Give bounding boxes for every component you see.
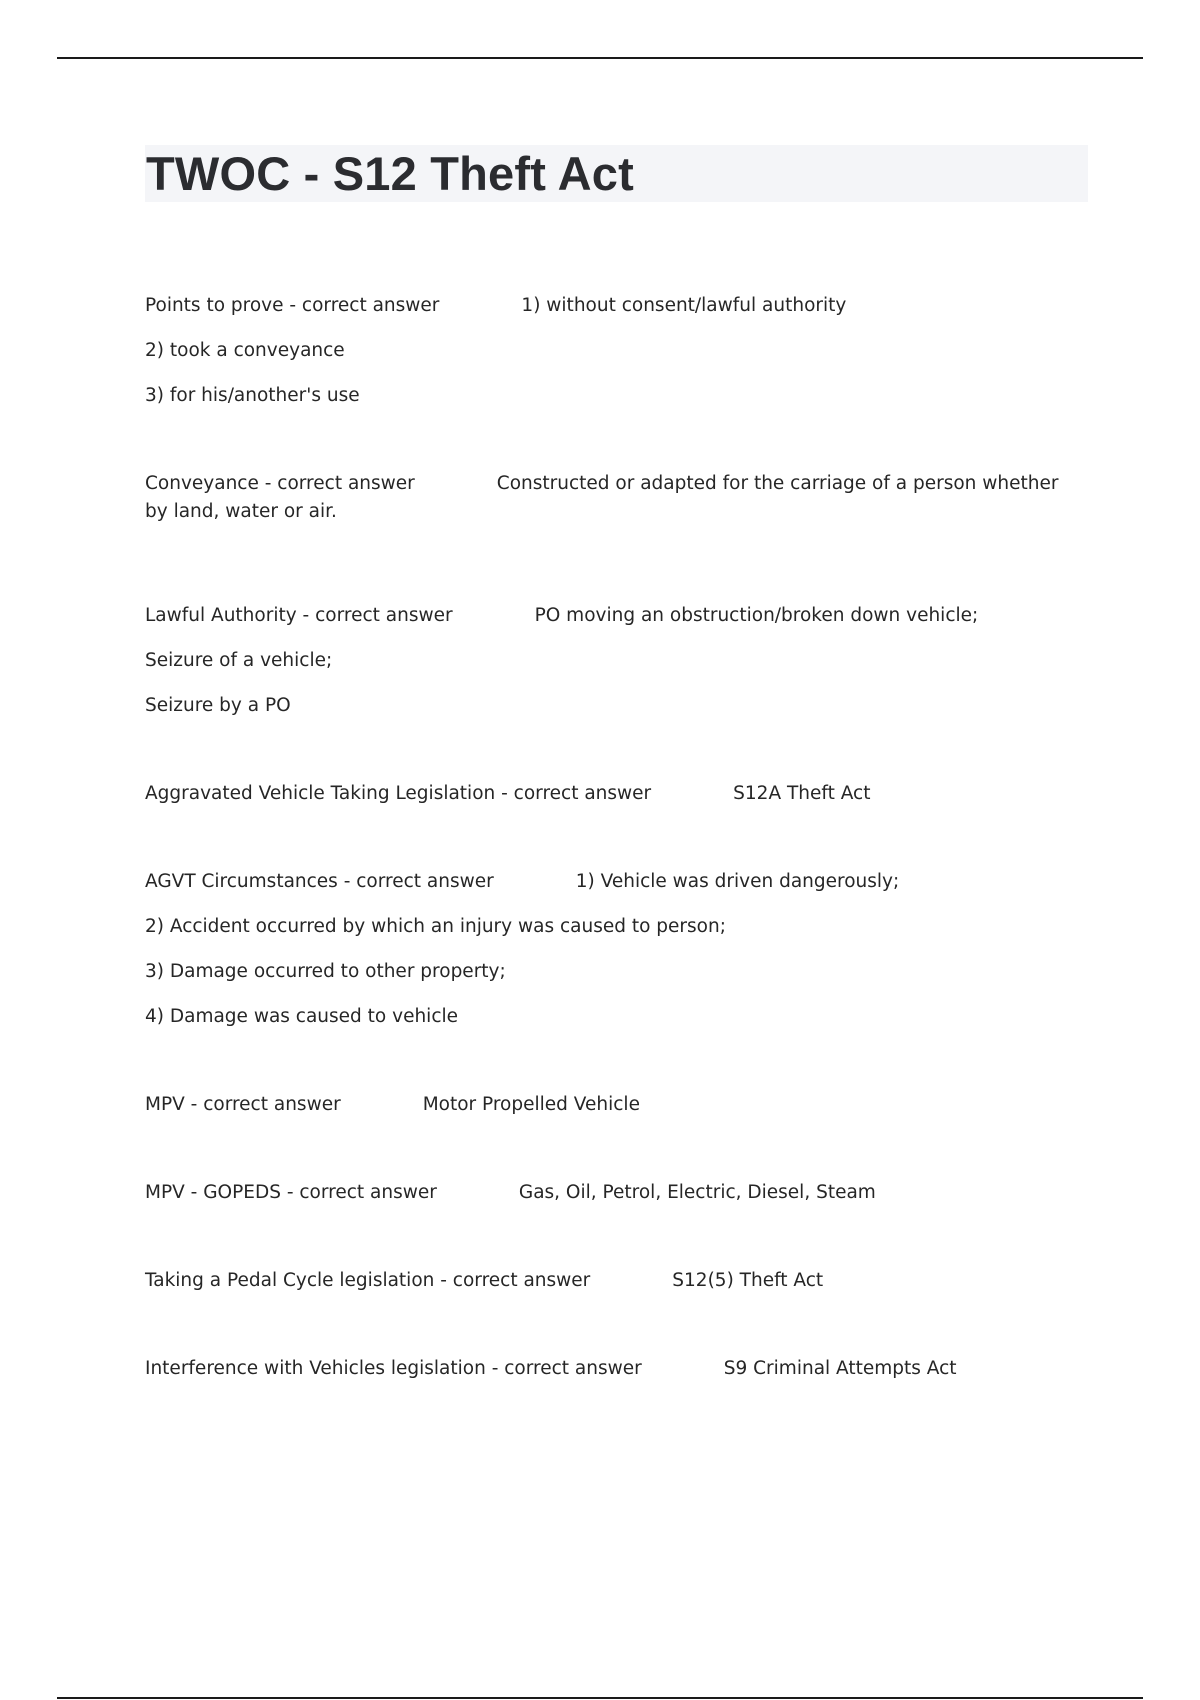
flashcard-entry bbox=[145, 1179, 1085, 1207]
entry-answer-line: 2) took a conveyance bbox=[145, 340, 345, 361]
flashcard-entry bbox=[145, 868, 1085, 1031]
entry-answer: 1) Vehicle was driven dangerously; bbox=[575, 871, 900, 892]
entry-answer: Motor Propelled Vehicle bbox=[422, 1094, 640, 1115]
flashcard-list bbox=[145, 292, 1085, 1443]
entry-answer: S9 Criminal Attempts Act bbox=[723, 1358, 957, 1379]
entry-term: MPV - GOPEDS - correct answer bbox=[145, 1182, 437, 1203]
entry-term: MPV - correct answer bbox=[145, 1094, 341, 1115]
entry-answer-line: 3) Damage occurred to other property; bbox=[145, 961, 506, 982]
entry-term: Points to prove - correct answer bbox=[145, 295, 440, 316]
entry-term: Aggravated Vehicle Taking Legislation - correct answer bbox=[145, 783, 652, 804]
page-title: TWOC - S12 Theft Act bbox=[146, 147, 634, 200]
entry-answer: Gas, Oil, Petrol, Electric, Diesel, Steam bbox=[518, 1182, 876, 1203]
entry-answer: PO moving an obstruction/broken down vehicle; bbox=[534, 605, 979, 626]
entry-answer: Constructed or adapted for the carriage of a person whether by land, water or air. bbox=[145, 473, 1059, 522]
entry-answer: S12(5) Theft Act bbox=[672, 1270, 824, 1291]
entry-answer: 1) without consent/lawful authority bbox=[521, 295, 847, 316]
flashcard-entry bbox=[145, 602, 1085, 720]
bottom-rule bbox=[57, 1697, 1143, 1699]
entry-term: Interference with Vehicles legislation - correct answer bbox=[145, 1358, 642, 1379]
entry-term: Conveyance - correct answer bbox=[145, 473, 415, 494]
entry-term: AGVT Circumstances - correct answer bbox=[145, 871, 494, 892]
entry-answer-line: 2) Accident occurred by which an injury was caused to person; bbox=[145, 916, 726, 937]
entry-term: Lawful Authority - correct answer bbox=[145, 605, 453, 626]
flashcard-entry bbox=[145, 1091, 1085, 1119]
top-rule bbox=[57, 57, 1143, 59]
entry-term: Taking a Pedal Cycle legislation - correct answer bbox=[145, 1270, 591, 1291]
entry-answer: S12A Theft Act bbox=[733, 783, 871, 804]
entry-answer-line: 4) Damage was caused to vehicle bbox=[145, 1006, 459, 1027]
entry-answer-line: 3) for his/another's use bbox=[145, 385, 360, 406]
flashcard-entry bbox=[145, 1355, 1085, 1383]
flashcard-entry bbox=[145, 1267, 1085, 1295]
flashcard-entry bbox=[145, 470, 1085, 526]
entry-answer-line: Seizure of a vehicle; bbox=[145, 650, 333, 671]
flashcard-entry bbox=[145, 292, 1085, 410]
flashcard-entry bbox=[145, 780, 1085, 808]
entry-answer-line: Seizure by a PO bbox=[145, 695, 291, 716]
